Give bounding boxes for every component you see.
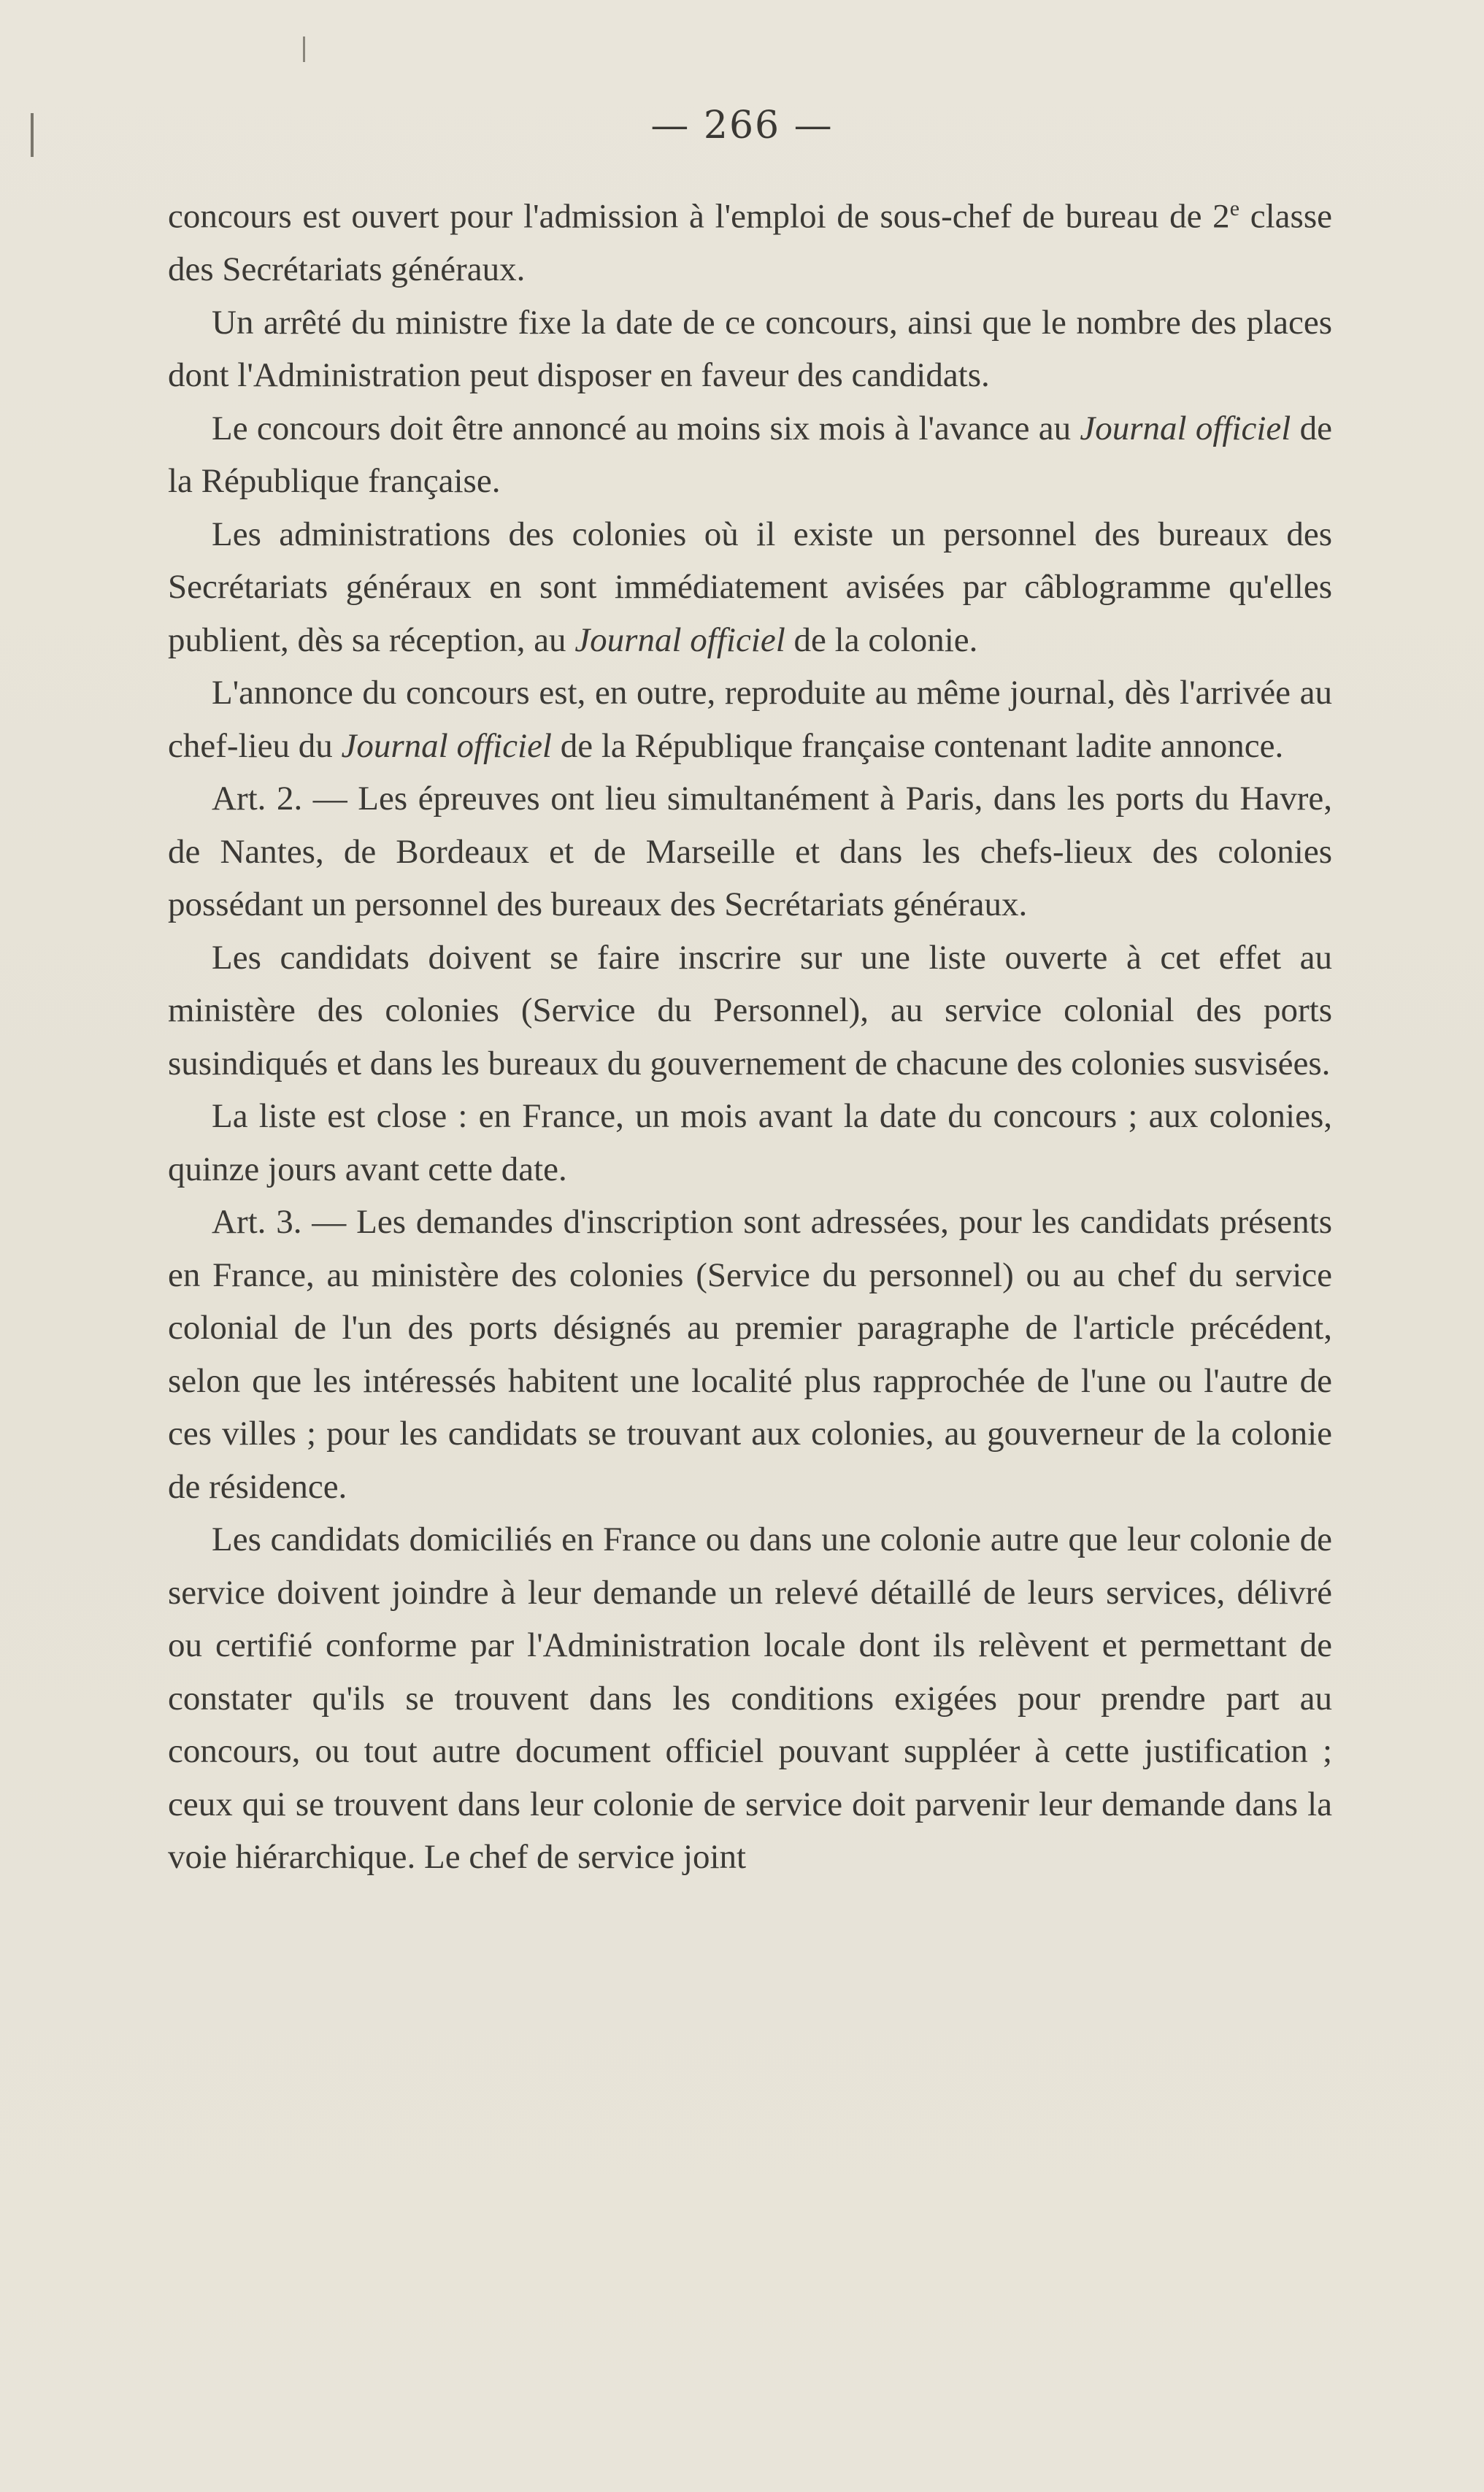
paragraph: Les candidats doivent se faire inscrire sur une liste ouverte à cet effet au ministère des colonies (Service du Personnel), au service colonial des ports susindiqués et dans les bureaux du gouvernement de chacune des colonies susvisées. bbox=[168, 938, 1332, 1082]
text-run: concours est ouvert pour l'admission à l'emploi de sous-chef de bureau de 2 bbox=[168, 197, 1230, 236]
page-number: — 266 — bbox=[650, 104, 834, 147]
paragraph: La liste est close : en France, un mois avant la date du concours ; aux colonies, quinze jours avant cette date. bbox=[168, 1097, 1332, 1188]
text-run: L'annonce du concours est, en outre, reproduite au même journal, dès l'arrivée au chef-lieu du bbox=[168, 674, 1332, 765]
paragraph bbox=[168, 182, 1332, 296]
paragraph bbox=[168, 666, 1332, 772]
text-run: de la République française contenant ladite annonce. bbox=[552, 726, 1284, 765]
superscript: e bbox=[1229, 196, 1240, 220]
body-text bbox=[168, 182, 1332, 1884]
paragraph bbox=[168, 402, 1332, 508]
article-2: Art. 2. — Les épreuves ont lieu simultanément à Paris, dans les ports du Havre, de Nantes, de Bordeaux et de Marseille et dans les chefs-lieux des colonies possédant un personnel des bureaux des Secrétariats généraux. bbox=[168, 780, 1332, 924]
paragraph bbox=[168, 508, 1332, 667]
text-run: Le concours doit être annoncé au moins six mois à l'avance au bbox=[212, 409, 1080, 447]
paragraph: Les candidats domiciliés en France ou dans une colonie autre que leur colonie de service doivent joindre à leur demande un relevé détaillé de leurs services, délivré ou certifié conforme par l'Administration locale dont ils relèvent et permettant de constater qu'ils se trouvent dans les conditions exigées pour prendre part au concours, ou tout autre document officiel pouvant suppléer à cette justification ; ceux qui se trouvent dans leur colonie de service doit parvenir leur demande dans la voie hiérarchique. Le chef de service joint bbox=[168, 1520, 1332, 1877]
journal-title: Journal officiel bbox=[574, 620, 785, 659]
top-mark bbox=[303, 36, 305, 62]
text-run: classe des Secrétariats généraux. bbox=[168, 197, 1332, 289]
article-3: Art. 3. — Les demandes d'inscription sont adressées, pour les candidats présents en France, au ministère des colonies (Service du personnel) ou au chef du service colonial de l'un des ports désignés au premier paragraphe de l'article précédent, selon que les intéressés habitent une localité plus rapprochée de l'une ou l'autre de ces villes ; pour les candidats se trouvant aux colonies, au gouverneur de la colonie de résidence. bbox=[168, 1203, 1332, 1506]
text-run: de la République française. bbox=[168, 409, 1332, 501]
journal-title: Journal officiel bbox=[341, 726, 552, 765]
text-run: de la colonie. bbox=[785, 620, 978, 659]
journal-title: Journal officiel bbox=[1080, 409, 1291, 447]
paragraph: Un arrêté du ministre fixe la date de ce concours, ainsi que le nombre des places dont l'Administration peut disposer en faveur des candidats. bbox=[168, 303, 1332, 395]
text-run: Les administrations des colonies où il existe un personnel des bureaux des Secrétariats généraux en sont immédiatement avisées par câblogramme qu'elles publient, dès sa réception, au bbox=[168, 515, 1332, 659]
